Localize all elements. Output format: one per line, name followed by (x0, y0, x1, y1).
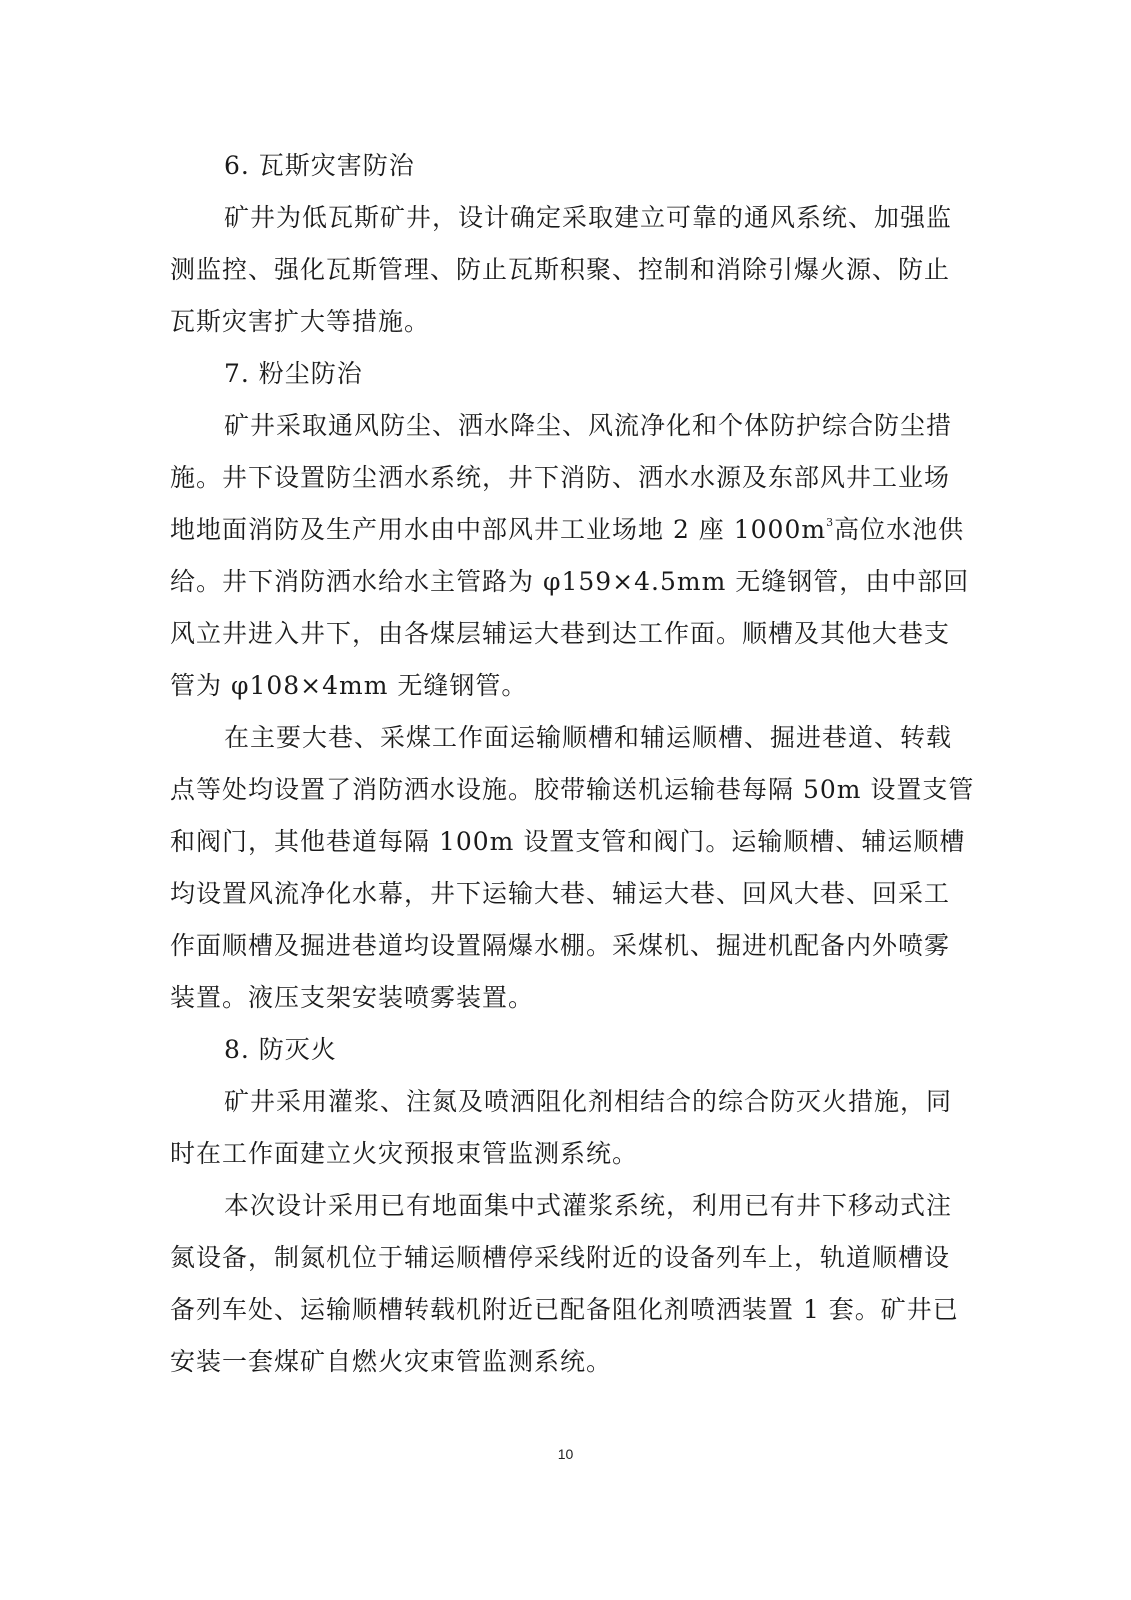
line-text-pre: 地地面消防及生产用水由中部风井工业场地 2 座 1000m (170, 515, 827, 544)
document-body (170, 140, 975, 1388)
page-number: 10 (557, 1446, 574, 1462)
paragraph-line: 作面顺槽及掘进巷道均设置隔爆水棚。采煤机、掘进机配备内外喷雾 (170, 931, 951, 960)
paragraph-line: 点等处均设置了消防洒水设施。胶带输送机运输巷每隔 50m 设置支管 (170, 775, 975, 804)
paragraph-line-with-superscript (170, 504, 965, 556)
paragraph-line: 时在工作面建立火灾预报束管监测系统。 (170, 1139, 639, 1168)
section-heading-8: 8. 防灭火 (224, 1035, 337, 1064)
paragraph-line: 安装一套煤矿自燃火灾束管监测系统。 (170, 1347, 613, 1376)
paragraph-line: 施。井下设置防尘洒水系统，井下消防、洒水水源及东部风井工业场 (170, 463, 951, 492)
paragraph-line: 氮设备，制氮机位于辅运顺槽停采线附近的设备列车上，轨道顺槽设 (170, 1243, 951, 1272)
paragraph-line: 均设置风流净化水幕，井下运输大巷、辅运大巷、回风大巷、回采工 (170, 879, 951, 908)
paragraph-line: 管为 φ108×4mm 无缝钢管。 (170, 671, 528, 700)
line-text-post: 高位水池供 (834, 515, 965, 544)
paragraph-line: 测监控、强化瓦斯管理、防止瓦斯积聚、控制和消除引爆火源、防止 (170, 255, 951, 284)
paragraph-line: 瓦斯灾害扩大等措施。 (170, 307, 431, 336)
paragraph-line: 装置。液压支架安装喷雾装置。 (170, 983, 535, 1012)
paragraph-line: 备列车处、运输顺槽转载机附近已配备阻化剂喷洒装置 1 套。矿井已 (170, 1295, 959, 1324)
paragraph-line: 风立井进入井下，由各煤层辅运大巷到达工作面。顺槽及其他大巷支 (170, 619, 951, 648)
paragraph-line: 在主要大巷、采煤工作面运输顺槽和辅运顺槽、掘进巷道、转载 (224, 723, 953, 752)
paragraph-line: 本次设计采用已有地面集中式灌浆系统，利用已有井下移动式注 (224, 1191, 953, 1220)
section-heading-6: 6. 瓦斯灾害防治 (224, 151, 415, 180)
paragraph-line: 矿井采用灌浆、注氮及喷洒阻化剂相结合的综合防灭火措施，同 (224, 1087, 953, 1116)
paragraph-line: 矿井采取通风防尘、洒水降尘、风流净化和个体防护综合防尘措 (224, 411, 953, 440)
section-heading-7: 7. 粉尘防治 (224, 359, 363, 388)
paragraph-line: 和阀门，其他巷道每隔 100m 设置支管和阀门。运输顺槽、辅运顺槽 (170, 827, 966, 856)
paragraph-line: 矿井为低瓦斯矿井，设计确定采取建立可靠的通风系统、加强监 (224, 203, 953, 232)
cubic-superscript: 3 (826, 516, 835, 529)
paragraph-line: 给。井下消防洒水给水主管路为 φ159×4.5mm 无缝钢管，由中部回 (170, 567, 970, 596)
